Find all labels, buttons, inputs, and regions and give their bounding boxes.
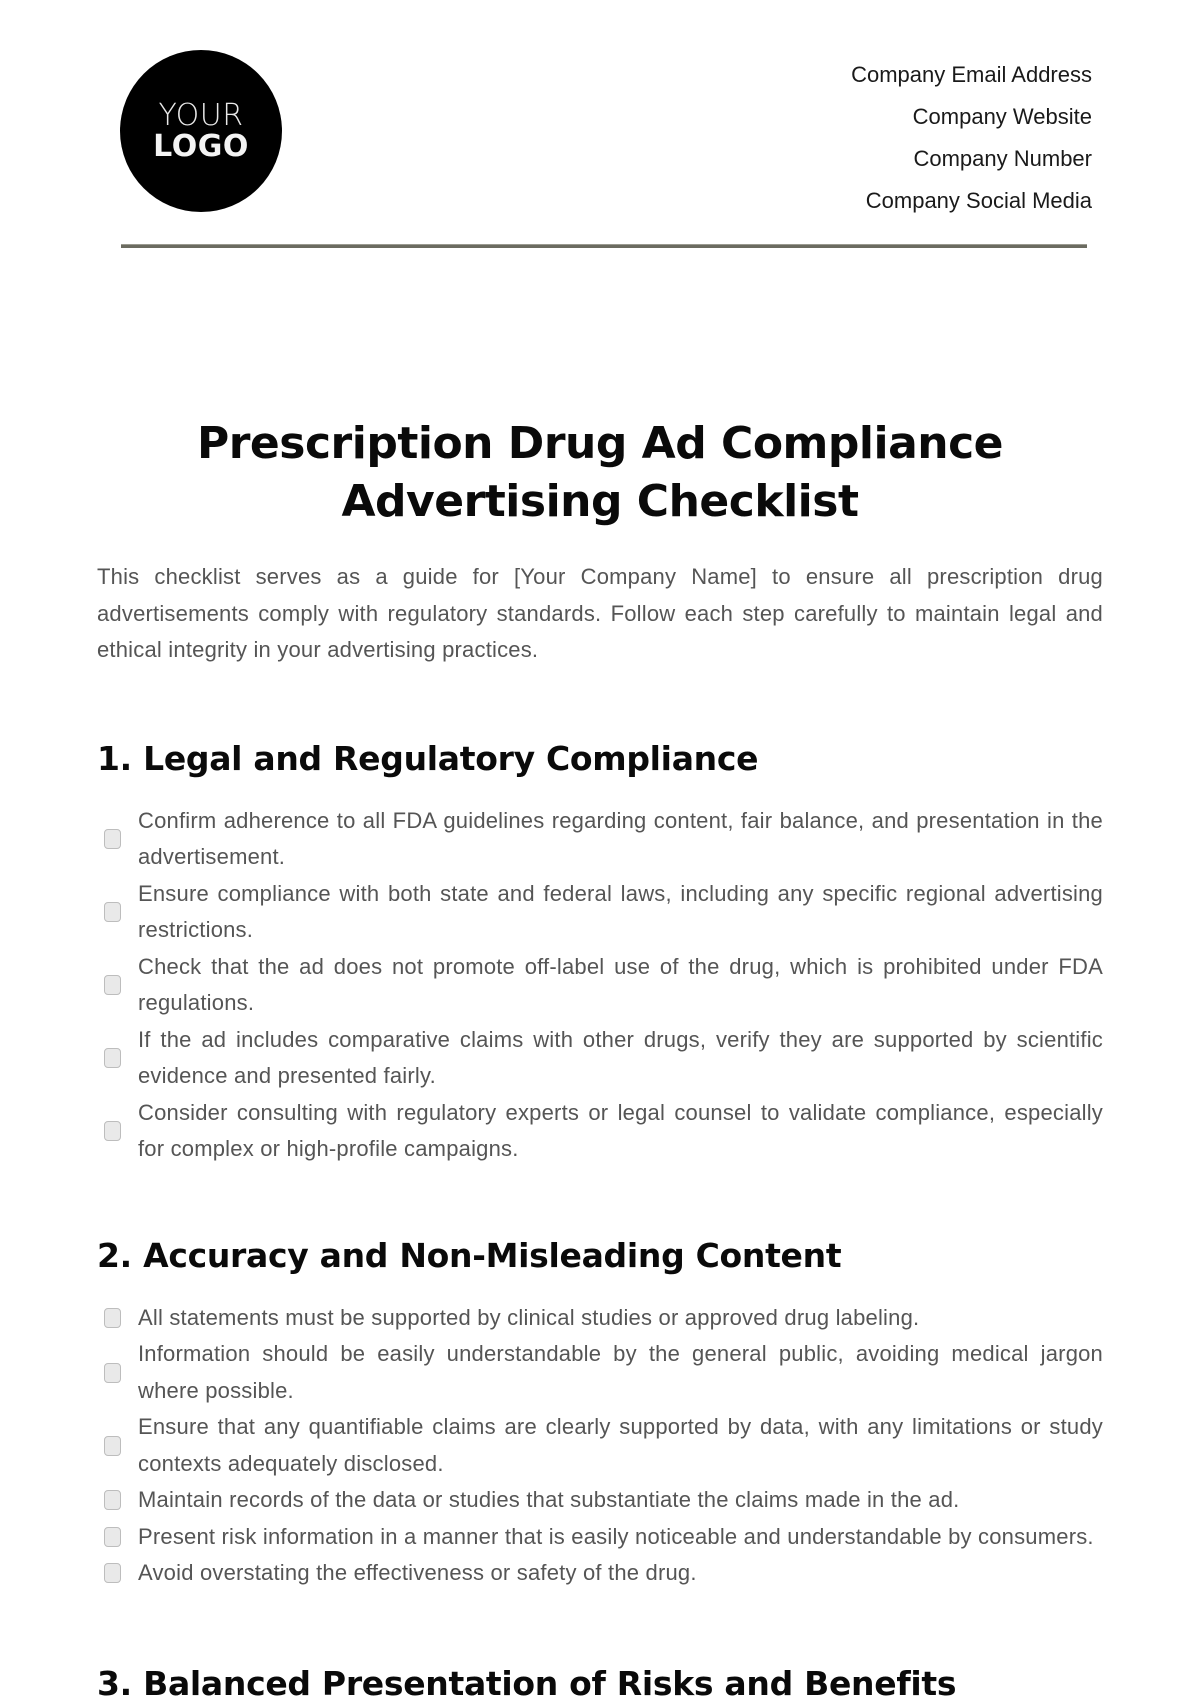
company-website: Company Website — [912, 104, 1092, 129]
checklist-item — [97, 1409, 1103, 1482]
document-title — [97, 415, 1103, 531]
checklist-item-text: All statements must be supported by clinical studies or approved drug labeling. — [138, 1304, 920, 1330]
company-number: Company Number — [913, 146, 1092, 171]
checklist-item — [97, 803, 1103, 876]
checklist-item-text: Ensure compliance with both state and federal laws, including any specific regional advertising restrictions. — [138, 880, 1103, 942]
logo-text-line2: LOGO — [153, 129, 249, 164]
checklist-legal-compliance — [97, 803, 1103, 1168]
checklist-item-text: Maintain records of the data or studies that substantiate the claims made in the ad. — [138, 1487, 960, 1512]
checklist-item — [97, 949, 1103, 1022]
company-logo — [120, 50, 282, 212]
company-email: Company Email Address — [851, 62, 1092, 87]
checklist-item-text: Confirm adherence to all FDA guidelines regarding content, fair balance, and presentation in the advertisement. — [138, 807, 1103, 869]
checklist-item — [97, 1555, 1103, 1592]
checklist-item-text: If the ad includes comparative claims with other drugs, verify they are supported by scientific evidence and presented fairly. — [138, 1026, 1103, 1088]
title-line-2: Advertising Checklist — [341, 476, 859, 527]
document-body — [97, 415, 1103, 1700]
section-heading-balanced-presentation: 3. Balanced Presentation of Risks and Benefits — [97, 1663, 957, 1700]
checklist-item — [97, 1300, 1103, 1337]
checklist-item-text: Information should be easily understandable by the general public, avoiding medical jargon where possible. — [138, 1341, 1103, 1403]
section-heading-legal-compliance: 1. Legal and Regulatory Compliance — [97, 738, 759, 778]
checkbox[interactable] — [104, 902, 121, 922]
checkbox[interactable] — [104, 1308, 121, 1328]
checkbox[interactable] — [104, 1363, 121, 1383]
checkbox[interactable] — [104, 1527, 121, 1547]
checkbox[interactable] — [104, 1436, 121, 1456]
checkbox[interactable] — [104, 975, 121, 995]
logo-text-line1: YOUR — [158, 97, 244, 133]
header-divider — [121, 244, 1087, 248]
section-heading-accuracy: 2. Accuracy and Non-Misleading Content — [97, 1235, 842, 1275]
checkbox[interactable] — [104, 1121, 121, 1141]
checklist-item — [97, 1482, 1103, 1519]
checklist-item — [97, 1519, 1103, 1556]
checklist-item-text: Present risk information in a manner that is easily noticeable and understandable by consumers. — [138, 1523, 1094, 1549]
checklist-item — [97, 876, 1103, 949]
checkbox[interactable] — [104, 1490, 121, 1510]
checkbox[interactable] — [104, 829, 121, 849]
checklist-accuracy — [97, 1300, 1103, 1592]
checkbox[interactable] — [104, 1048, 121, 1068]
checklist-item — [97, 1095, 1103, 1168]
company-contact-block — [851, 54, 1092, 222]
title-line-1: Prescription Drug Ad Compliance — [196, 418, 1004, 469]
checklist-item-text: Avoid overstating the effectiveness or safety of the drug. — [138, 1560, 697, 1585]
checklist-item-text: Consider consulting with regulatory experts or legal counsel to validate compliance, especially for complex or high-profile campaigns. — [138, 1099, 1103, 1161]
checkbox[interactable] — [104, 1563, 121, 1583]
intro-paragraph: This checklist serves as a guide for [Your Company Name] to ensure all prescription drug advertisements comply with regulatory standards. Follow each step carefully to maintain legal and ethical integrity in your advertising practices. — [97, 564, 1103, 662]
checklist-item — [97, 1022, 1103, 1095]
checklist-item-text: Ensure that any quantifiable claims are clearly supported by data, with any limitations or study contexts adequately disclosed. — [138, 1414, 1103, 1476]
checklist-item-text: Check that the ad does not promote off-label use of the drug, which is prohibited under FDA regulations. — [138, 953, 1103, 1015]
company-social-media: Company Social Media — [865, 188, 1092, 213]
checklist-item — [97, 1336, 1103, 1409]
document-header — [0, 0, 1200, 260]
